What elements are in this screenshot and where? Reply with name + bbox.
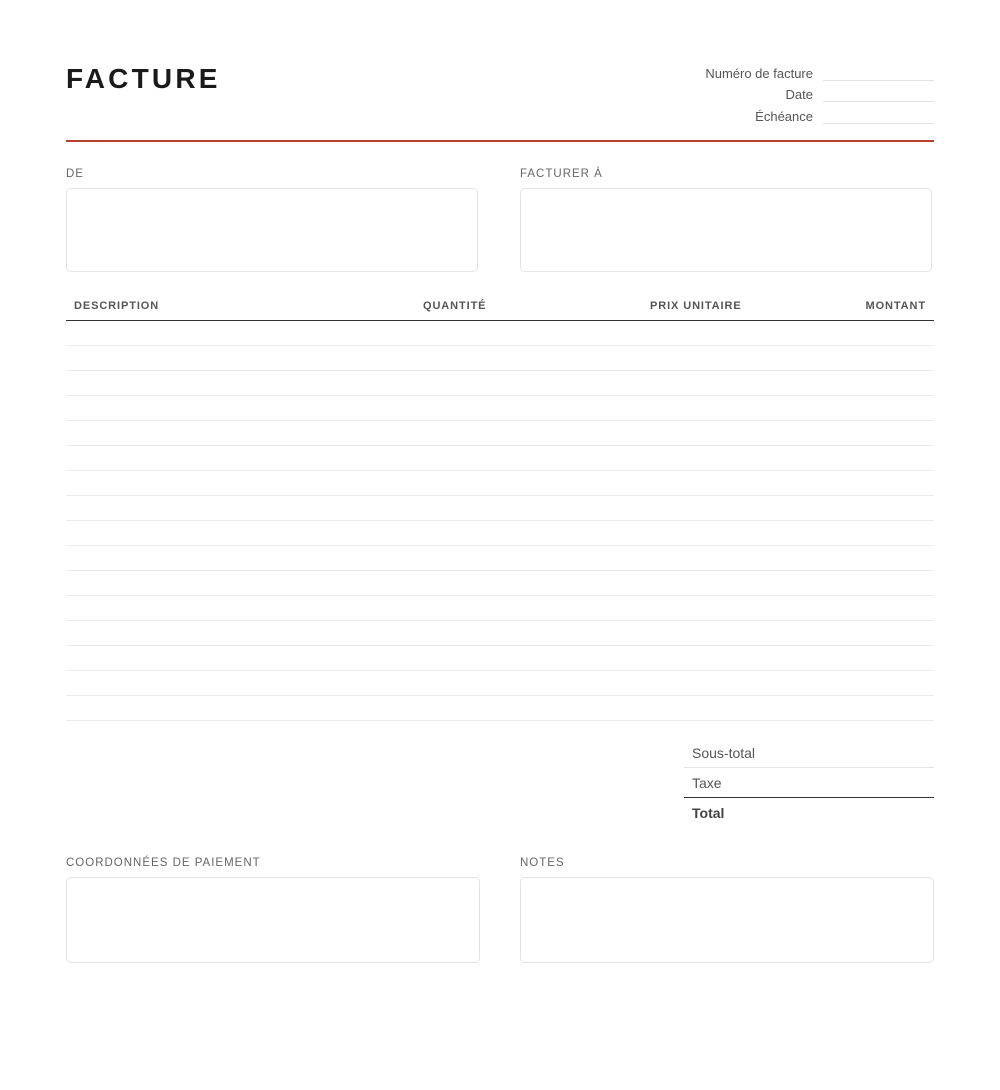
description-input[interactable] <box>66 396 396 420</box>
quantity-input[interactable] <box>396 471 556 495</box>
unit-price-input[interactable] <box>556 471 756 495</box>
invoice-due-label: Échéance <box>755 108 813 124</box>
description-input[interactable] <box>66 571 396 595</box>
quantity-input[interactable] <box>396 371 556 395</box>
table-row <box>66 546 934 571</box>
notes-field[interactable] <box>520 877 934 963</box>
unit-price-input[interactable] <box>556 621 756 645</box>
unit-price-input[interactable] <box>556 596 756 620</box>
invoice-date-field[interactable] <box>823 85 934 102</box>
amount-input[interactable] <box>756 496 934 520</box>
table-row <box>66 321 934 346</box>
description-input[interactable] <box>66 371 396 395</box>
invoice-number-label: Numéro de facture <box>705 65 813 81</box>
table-row <box>66 496 934 521</box>
unit-price-input[interactable] <box>556 646 756 670</box>
column-header-unit-price: PRIX UNITAIRE <box>650 300 742 312</box>
subtotal-label: Sous-total <box>692 745 756 761</box>
invoice-date-label: Date <box>785 87 813 102</box>
amount-input[interactable] <box>756 371 934 395</box>
invoice-number-row <box>634 60 934 82</box>
quantity-input[interactable] <box>396 571 556 595</box>
amount-input[interactable] <box>756 571 934 595</box>
amount-input[interactable] <box>756 521 934 545</box>
table-row <box>66 396 934 421</box>
quantity-input[interactable] <box>396 446 556 470</box>
invoice-number-field[interactable] <box>823 64 934 81</box>
payment-details-field[interactable] <box>66 877 480 963</box>
tax-row <box>684 768 934 798</box>
quantity-input[interactable] <box>396 421 556 445</box>
table-row <box>66 621 934 646</box>
description-input[interactable] <box>66 471 396 495</box>
unit-price-input[interactable] <box>556 371 756 395</box>
quantity-input[interactable] <box>396 546 556 570</box>
column-header-quantity: QUANTITÉ <box>423 300 487 312</box>
quantity-input[interactable] <box>396 521 556 545</box>
table-row <box>66 471 934 496</box>
table-row <box>66 596 934 621</box>
unit-price-input[interactable] <box>556 346 756 370</box>
amount-input[interactable] <box>756 446 934 470</box>
total-row <box>684 798 934 828</box>
unit-price-input[interactable] <box>556 571 756 595</box>
amount-input[interactable] <box>756 346 934 370</box>
totals-block <box>684 739 934 828</box>
items-table-body <box>66 321 934 721</box>
amount-input[interactable] <box>756 321 934 345</box>
amount-input[interactable] <box>756 396 934 420</box>
unit-price-input[interactable] <box>556 671 756 695</box>
tax-label: Taxe <box>692 774 722 791</box>
notes-label: NOTES <box>520 857 565 869</box>
table-row <box>66 371 934 396</box>
unit-price-input[interactable] <box>556 421 756 445</box>
amount-input[interactable] <box>756 421 934 445</box>
quantity-input[interactable] <box>396 596 556 620</box>
amount-input[interactable] <box>756 596 934 620</box>
description-input[interactable] <box>66 621 396 645</box>
unit-price-input[interactable] <box>556 521 756 545</box>
description-input[interactable] <box>66 346 396 370</box>
subtotal-row <box>684 739 934 768</box>
unit-price-input[interactable] <box>556 546 756 570</box>
amount-input[interactable] <box>756 646 934 670</box>
quantity-input[interactable] <box>396 321 556 345</box>
table-row <box>66 421 934 446</box>
description-input[interactable] <box>66 646 396 670</box>
column-header-description: DESCRIPTION <box>74 300 160 312</box>
quantity-input[interactable] <box>396 671 556 695</box>
items-table-header <box>66 297 934 321</box>
unit-price-input[interactable] <box>556 696 756 720</box>
bill-to-label: FACTURER À <box>520 168 603 180</box>
invoice-due-field[interactable] <box>823 107 934 124</box>
unit-price-input[interactable] <box>556 496 756 520</box>
table-row <box>66 646 934 671</box>
quantity-input[interactable] <box>396 696 556 720</box>
quantity-input[interactable] <box>396 646 556 670</box>
amount-input[interactable] <box>756 621 934 645</box>
page-title: FACTURE <box>66 63 221 94</box>
unit-price-input[interactable] <box>556 446 756 470</box>
total-label: Total <box>692 805 725 821</box>
description-input[interactable] <box>66 521 396 545</box>
from-field[interactable] <box>66 188 478 272</box>
description-input[interactable] <box>66 321 396 345</box>
unit-price-input[interactable] <box>556 396 756 420</box>
quantity-input[interactable] <box>396 621 556 645</box>
description-input[interactable] <box>66 496 396 520</box>
table-row <box>66 696 934 721</box>
table-row <box>66 671 934 696</box>
table-row <box>66 571 934 596</box>
amount-input[interactable] <box>756 471 934 495</box>
description-input[interactable] <box>66 421 396 445</box>
bill-to-field[interactable] <box>520 188 932 272</box>
table-row <box>66 521 934 546</box>
amount-input[interactable] <box>756 546 934 570</box>
description-input[interactable] <box>66 596 396 620</box>
header-divider <box>66 140 934 142</box>
amount-input[interactable] <box>756 671 934 695</box>
column-header-amount: MONTANT <box>865 300 926 312</box>
quantity-input[interactable] <box>396 496 556 520</box>
invoice-date-row <box>634 82 934 104</box>
table-row <box>66 446 934 471</box>
invoice-page <box>66 0 934 1090</box>
from-label: DE <box>66 168 84 180</box>
description-input[interactable] <box>66 546 396 570</box>
unit-price-input[interactable] <box>556 321 756 345</box>
quantity-input[interactable] <box>396 346 556 370</box>
description-input[interactable] <box>66 696 396 720</box>
table-row <box>66 346 934 371</box>
amount-input[interactable] <box>756 696 934 720</box>
quantity-input[interactable] <box>396 396 556 420</box>
payment-details-label: COORDONNÉES DE PAIEMENT <box>66 857 261 869</box>
invoice-due-row <box>634 103 934 125</box>
description-input[interactable] <box>66 671 396 695</box>
invoice-meta <box>634 60 934 125</box>
description-input[interactable] <box>66 446 396 470</box>
